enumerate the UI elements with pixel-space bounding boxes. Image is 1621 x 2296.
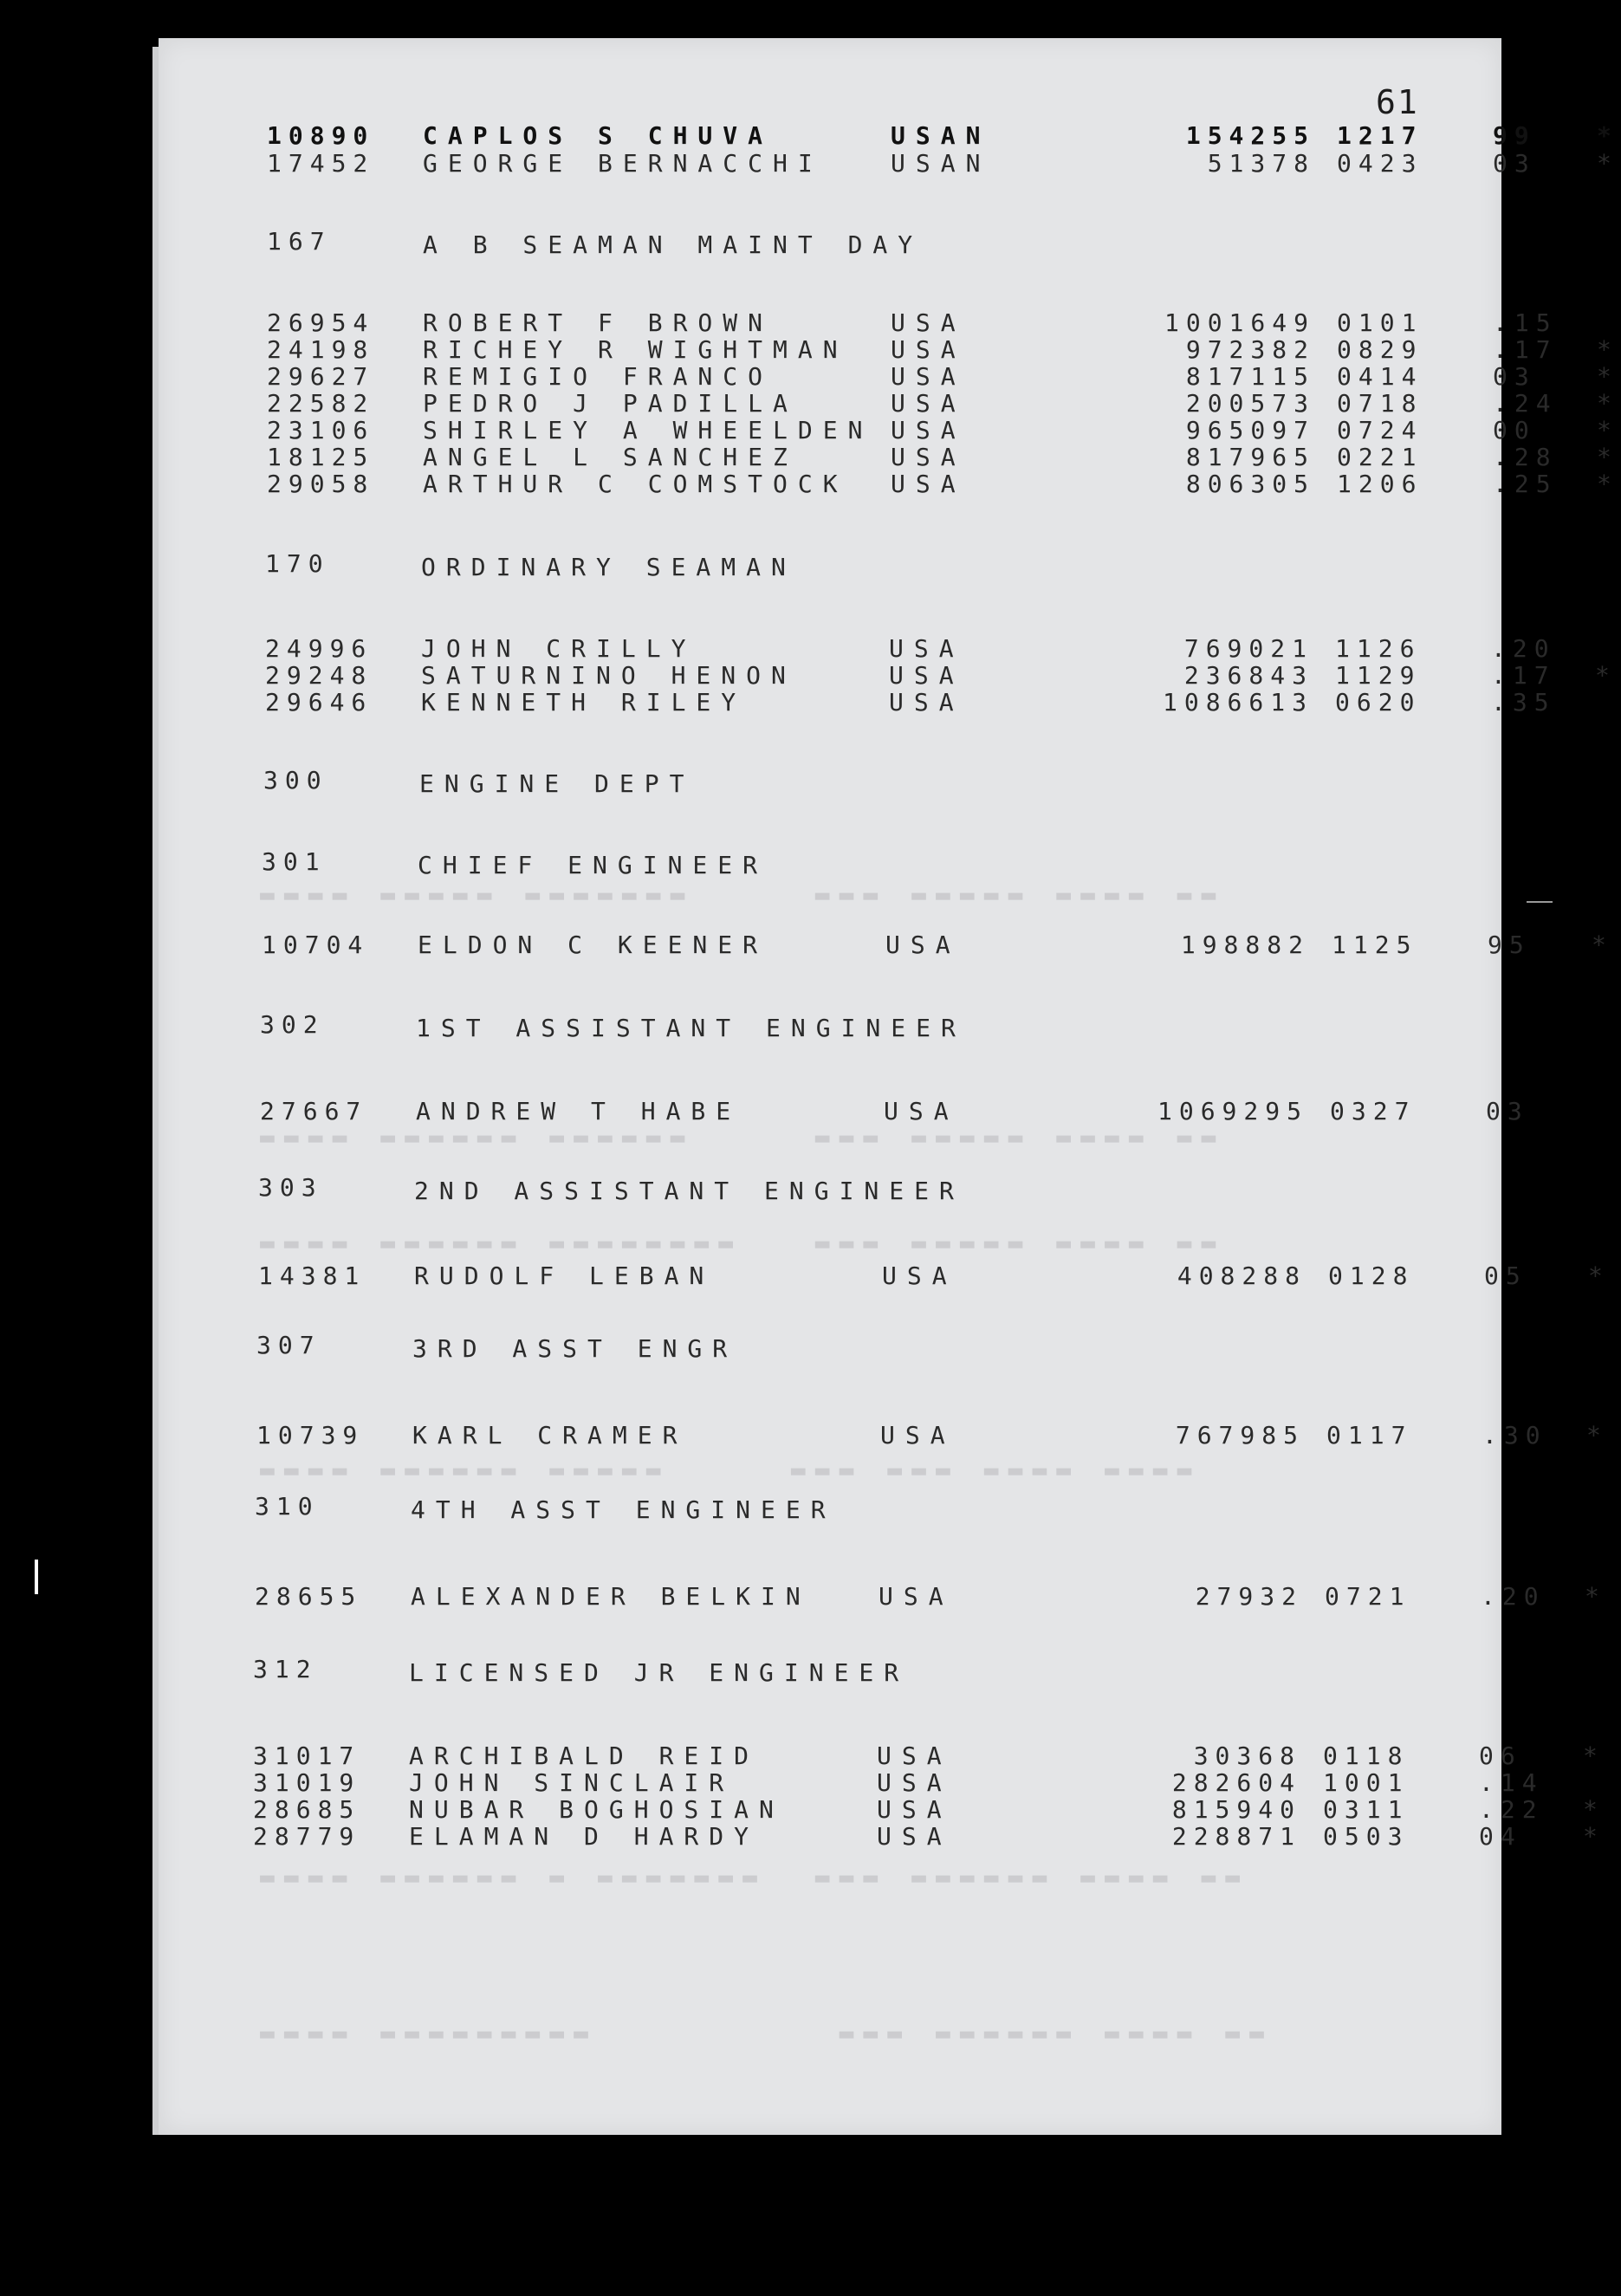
seaman-id: 28779 (253, 1822, 361, 1851)
date-code: 0118 (1323, 1741, 1410, 1770)
rating-code: 95 (1488, 931, 1531, 959)
section-code: 300 (263, 766, 328, 795)
section-title: CHIEF ENGINEER (418, 851, 768, 879)
date-code: 0718 (1337, 389, 1423, 418)
date-code: 1126 (1335, 634, 1422, 663)
date-code: 1206 (1337, 470, 1423, 498)
rating-code: .17 (1493, 335, 1558, 364)
seaman-id: 10890 (267, 121, 375, 150)
asterisk-mark: * (1597, 121, 1618, 150)
date-code: 0423 (1337, 149, 1423, 178)
rating-code: .20 (1481, 1582, 1546, 1611)
date-code: 0101 (1337, 308, 1423, 337)
nationality: USA (891, 362, 966, 391)
document-number: 965097 (1185, 416, 1315, 444)
rating-code: .24 (1493, 389, 1558, 418)
document-number: 815940 (1171, 1795, 1301, 1824)
nationality: USA (885, 931, 961, 959)
show-through-text: ▬▬▬▬ ▬▬▬▬▬▬ ▬ ▬▬▬▬▬▬▬ ▬▬▬ ▬▬▬▬▬▬ ▬▬▬▬ ▬▬ (260, 1863, 1250, 1891)
nationality: USA (877, 1741, 952, 1770)
document-number: 27932 (1195, 1582, 1303, 1611)
date-code: 0327 (1330, 1097, 1417, 1125)
rating-code: 05 (1484, 1262, 1527, 1290)
rating-code: .17 (1491, 661, 1556, 690)
seaman-id: 31019 (253, 1768, 361, 1797)
nationality: USA (877, 1822, 952, 1851)
section-code: 312 (253, 1655, 318, 1683)
date-code: 0503 (1323, 1822, 1410, 1851)
seaman-name: KARL CRAMER (412, 1421, 688, 1450)
date-code: 0414 (1337, 362, 1423, 391)
rating-code: 03 (1493, 149, 1536, 178)
scan-artifact (35, 1560, 38, 1594)
seaman-id: 29248 (265, 661, 373, 690)
asterisk-mark: * (1586, 1421, 1608, 1450)
seaman-id: 31017 (253, 1741, 361, 1770)
asterisk-mark: * (1583, 1822, 1605, 1851)
nationality: USA (891, 308, 966, 337)
section-title: ORDINARY SEAMAN (421, 553, 796, 581)
document-number: 236843 (1183, 661, 1313, 690)
asterisk-mark: * (1597, 389, 1618, 418)
document-number: 767985 (1175, 1421, 1305, 1450)
rating-code: .28 (1493, 443, 1558, 471)
document-number: 30368 (1193, 1741, 1301, 1770)
nationality: USA (891, 470, 966, 498)
rating-code: .22 (1479, 1795, 1544, 1824)
seaman-name: REMIGIO FRANCO (423, 362, 774, 391)
show-through-text: ▬▬▬▬ ▬▬▬▬▬▬▬▬▬ ▬▬▬ ▬▬▬▬▬▬ ▬▬▬▬ ▬▬ (260, 2019, 1274, 2047)
date-code: 0128 (1328, 1262, 1415, 1290)
rating-code: .20 (1491, 634, 1556, 663)
rating-code: 00 (1493, 416, 1536, 444)
document-number: 769021 (1183, 634, 1313, 663)
page-number: 61 (1376, 83, 1419, 121)
seaman-id: 23106 (267, 416, 375, 444)
rating-code: 06 (1479, 1741, 1522, 1770)
rating-code: .30 (1482, 1421, 1547, 1450)
seaman-id: 27667 (260, 1097, 368, 1125)
seaman-name: RUDOLF LEBAN (414, 1262, 715, 1290)
document-number: 228871 (1171, 1822, 1301, 1851)
asterisk-mark: * (1588, 1262, 1610, 1290)
seaman-name: SATURNINO HENON (421, 661, 796, 690)
date-code: 0221 (1337, 443, 1423, 471)
rating-code: .14 (1479, 1768, 1544, 1797)
section-code: 302 (260, 1010, 325, 1039)
rating-code: .35 (1491, 688, 1556, 717)
seaman-name: ROBERT F BROWN (423, 308, 774, 337)
date-code: 1129 (1335, 661, 1422, 690)
section-title: 1ST ASSISTANT ENGINEER (416, 1014, 966, 1042)
asterisk-mark: * (1597, 470, 1618, 498)
seaman-name: ARTHUR C COMSTOCK (423, 470, 848, 498)
document-number: 51378 (1207, 149, 1315, 178)
section-title: 4TH ASST ENGINEER (411, 1495, 836, 1524)
nationality: USA (877, 1768, 952, 1797)
section-title: ENGINE DEPT (419, 769, 695, 798)
seaman-id: 17452 (267, 149, 375, 178)
seaman-id: 28655 (255, 1582, 363, 1611)
seaman-id: 10704 (262, 931, 370, 959)
rating-code: 03 (1493, 362, 1536, 391)
seaman-name: ELAMAN D HARDY (409, 1822, 760, 1851)
seaman-name: CAPLOS S CHUVA (423, 121, 774, 150)
seaman-id: 29646 (265, 688, 373, 717)
nationality: USAN (891, 149, 991, 178)
document-number: 1069295 (1157, 1097, 1308, 1125)
rating-code: 03 (1486, 1097, 1529, 1125)
section-code: 303 (258, 1173, 323, 1202)
nationality: USA (880, 1421, 956, 1450)
section-title: LICENSED JR ENGINEER (409, 1658, 910, 1687)
asterisk-mark: * (1597, 149, 1618, 178)
nationality: USA (882, 1262, 957, 1290)
nationality: USA (891, 443, 966, 471)
asterisk-mark: * (1597, 416, 1618, 444)
nationality: USA (889, 688, 964, 717)
rating-code: 99 (1493, 121, 1536, 150)
show-through-text: ▬▬▬▬ ▬▬▬▬▬ ▬▬▬▬▬▬▬ ▬▬▬ ▬▬▬▬▬ ▬▬▬▬ ▬▬ (260, 880, 1226, 909)
seaman-name: JOHN SINCLAIR (409, 1768, 735, 1797)
document-number: 200573 (1185, 389, 1315, 418)
asterisk-mark: * (1583, 1741, 1605, 1770)
section-title: A B SEAMAN MAINT DAY (423, 230, 924, 259)
document-number: 198882 (1180, 931, 1310, 959)
asterisk-mark: * (1595, 661, 1617, 690)
section-code: 310 (255, 1492, 320, 1521)
document-number: 817965 (1185, 443, 1315, 471)
date-code: 0721 (1325, 1582, 1411, 1611)
asterisk-mark: * (1592, 931, 1613, 959)
asterisk-mark: * (1597, 335, 1618, 364)
nationality: USA (884, 1097, 959, 1125)
seaman-name: ALEXANDER BELKIN (411, 1582, 811, 1611)
show-through-text: ▬▬▬▬ ▬▬▬▬▬▬ ▬▬▬▬▬▬▬▬ ▬▬▬ ▬▬▬▬▬ ▬▬▬▬ ▬▬ (260, 1229, 1226, 1257)
seaman-name: ANGEL L SANCHEZ (423, 443, 798, 471)
asterisk-mark: * (1597, 362, 1618, 391)
rating-code: .15 (1493, 308, 1558, 337)
nationality: USA (891, 416, 966, 444)
section-title: 3RD ASST ENGR (412, 1334, 738, 1363)
seaman-name: KENNETH RILEY (421, 688, 747, 717)
rating-code: 04 (1479, 1822, 1522, 1851)
nationality: USA (877, 1795, 952, 1824)
scan-artifact (1527, 901, 1553, 903)
section-code: 301 (262, 847, 327, 876)
seaman-id: 29627 (267, 362, 375, 391)
show-through-text: ▬▬▬▬ ▬▬▬▬▬▬ ▬▬▬▬▬▬ ▬▬▬ ▬▬▬▬▬ ▬▬▬▬ ▬▬ (260, 1123, 1226, 1151)
seaman-id: 18125 (267, 443, 375, 471)
date-code: 1001 (1323, 1768, 1410, 1797)
seaman-id: 29058 (267, 470, 375, 498)
seaman-id: 14381 (258, 1262, 366, 1290)
asterisk-mark: * (1585, 1582, 1606, 1611)
document-number: 408288 (1177, 1262, 1307, 1290)
date-code: 0829 (1337, 335, 1423, 364)
asterisk-mark: * (1597, 443, 1618, 471)
seaman-name: JOHN CRILLY (421, 634, 697, 663)
nationality: USAN (891, 121, 991, 150)
seaman-name: NUBAR BOGHOSIAN (409, 1795, 784, 1824)
document-number: 1086613 (1162, 688, 1313, 717)
nationality: USA (891, 335, 966, 364)
rating-code: .25 (1493, 470, 1558, 498)
section-code: 307 (256, 1331, 321, 1359)
section-code: 170 (265, 549, 330, 578)
date-code: 0311 (1323, 1795, 1410, 1824)
document-number: 817115 (1185, 362, 1315, 391)
section-code: 167 (267, 227, 332, 256)
seaman-id: 28685 (253, 1795, 361, 1824)
date-code: 0117 (1326, 1421, 1413, 1450)
document-number: 282604 (1171, 1768, 1301, 1797)
asterisk-mark: * (1583, 1795, 1605, 1824)
document-number: 154255 (1185, 121, 1315, 150)
seaman-id: 24996 (265, 634, 373, 663)
seaman-id: 24198 (267, 335, 375, 364)
document-number: 972382 (1185, 335, 1315, 364)
document-number: 806305 (1185, 470, 1315, 498)
seaman-id: 10739 (256, 1421, 365, 1450)
nationality: USA (889, 634, 964, 663)
seaman-name: SHIRLEY A WHEELDEN (423, 416, 873, 444)
seaman-name: GEORGE BERNACCHI (423, 149, 823, 178)
seaman-name: ELDON C KEENER (418, 931, 768, 959)
document-number: 1001649 (1164, 308, 1315, 337)
section-title: 2ND ASSISTANT ENGINEER (414, 1177, 964, 1205)
seaman-name: ANDREW T HABE (416, 1097, 742, 1125)
date-code: 1217 (1337, 121, 1423, 150)
nationality: USA (879, 1582, 954, 1611)
seaman-name: ARCHIBALD REID (409, 1741, 760, 1770)
seaman-name: RICHEY R WIGHTMAN (423, 335, 848, 364)
seaman-name: PEDRO J PADILLA (423, 389, 798, 418)
nationality: USA (889, 661, 964, 690)
seaman-id: 22582 (267, 389, 375, 418)
date-code: 0620 (1335, 688, 1422, 717)
show-through-text: ▬▬▬▬ ▬▬▬▬▬▬ ▬▬▬▬▬ ▬▬▬ ▬▬▬ ▬▬▬▬ ▬▬▬▬ (260, 1456, 1202, 1484)
date-code: 1125 (1332, 931, 1418, 959)
date-code: 0724 (1337, 416, 1423, 444)
nationality: USA (891, 389, 966, 418)
seaman-id: 26954 (267, 308, 375, 337)
